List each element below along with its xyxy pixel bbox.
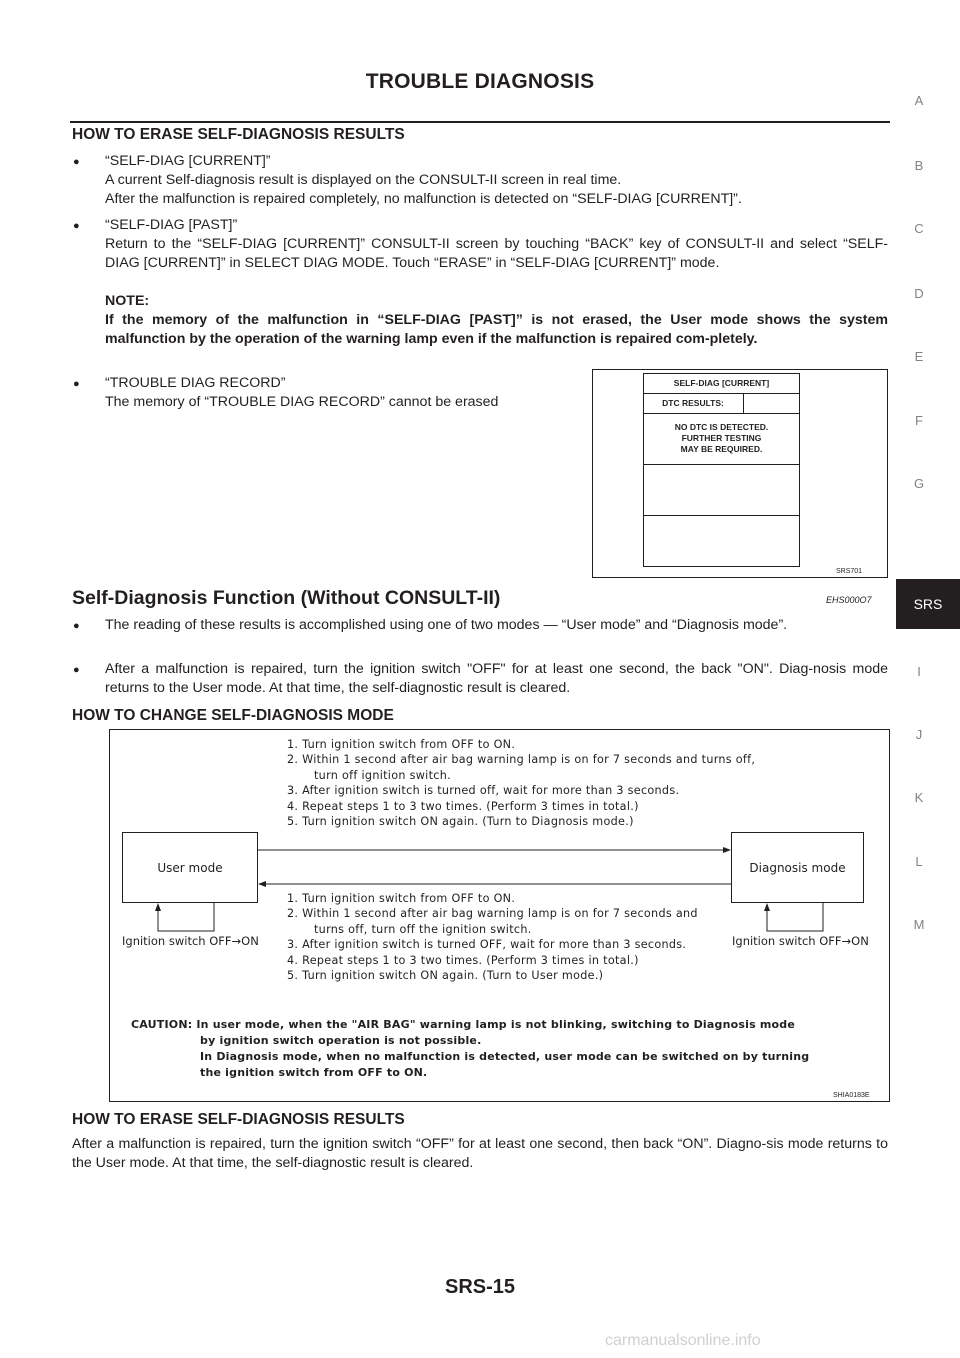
step-line: 2. Within 1 second after air bag warning lamp is on for 7 seconds and turns off,	[287, 753, 756, 767]
page-number: SRS-15	[444, 1276, 516, 1298]
screen-divider	[743, 393, 744, 413]
bullet-title: “SELF-DIAG [PAST]”	[105, 217, 238, 233]
watermark: carmanualsonline.info	[605, 1332, 761, 1349]
screen-divider	[643, 413, 800, 414]
side-tab-e[interactable]: E	[914, 349, 924, 364]
caution-line: by ignition switch operation is not possible.	[200, 1034, 482, 1047]
side-tab-b[interactable]: B	[914, 158, 924, 173]
bullet-text: Return to the “SELF-DIAG [CURRENT]” CONSULT-II screen by touching “BACK” key of CONSULT-II and select “SELF-DIAG [CURRENT]” in SELECT DIAG MODE. Touch “ERASE” in “SELF-DIAG [CURRENT]” mode.	[105, 236, 888, 271]
ignition-label-diagnosis: Ignition switch OFF→ON	[732, 934, 869, 948]
bullet-title: “TROUBLE DIAG RECORD”	[105, 375, 286, 391]
step-line: 5. Turn ignition switch ON again. (Turn to Diagnosis mode.)	[287, 815, 634, 829]
screen-message-line: MAY BE REQUIRED.	[680, 444, 763, 454]
note-label: NOTE:	[105, 293, 150, 309]
caution-line: CAUTION: In user mode, when the "AIR BAG" warning lamp is not blinking, switching to Diagnosis mode	[131, 1018, 796, 1031]
user-mode-label: User mode	[157, 860, 223, 875]
screen-divider	[643, 515, 800, 516]
note-block	[105, 292, 888, 349]
side-tab-f[interactable]: F	[915, 413, 923, 428]
step-line: turns off, turn off the ignition switch.	[314, 922, 532, 936]
arrow-head-icon	[258, 881, 266, 887]
bullet-modes: The reading of these results is accomplished using one of two modes — “User mode” and “Diagnosis mode”.	[105, 617, 788, 633]
bullet-icon: ●	[73, 156, 80, 168]
bullet-title: “SELF-DIAG [CURRENT]”	[105, 153, 271, 169]
step-line: 2. Within 1 second after air bag warning lamp is on for 7 seconds and	[287, 907, 698, 921]
step-line: 4. Repeat steps 1 to 3 two times. (Perform 3 times in total.)	[287, 799, 639, 813]
figure-code: SHIA0183E	[833, 1092, 870, 1099]
bullet-icon: ●	[73, 620, 80, 632]
side-tab-c[interactable]: C	[914, 221, 924, 236]
side-tab-m[interactable]: M	[913, 917, 925, 932]
bullet-self-diag-past	[105, 216, 888, 273]
steps-to-user	[287, 891, 698, 983]
diagnosis-self-loop	[767, 903, 823, 931]
step-line: 3. After ignition switch is turned off, wait for more than 3 seconds.	[287, 784, 680, 798]
steps-to-diagnosis	[287, 737, 755, 829]
note-text: If the memory of the malfunction in “SELF-DIAG [PAST]” is not erased, the User mode shows the system malfunction by the operation of the warning lamp even if the malfunction is repaired com-pletely.	[105, 312, 888, 347]
step-line: 3. After ignition switch is turned OFF, wait for more than 3 seconds.	[287, 938, 687, 952]
screen-divider	[643, 393, 800, 394]
side-tab-l[interactable]: L	[915, 854, 923, 869]
screen-message	[643, 422, 800, 455]
bullet-ignition-reset: After a malfunction is repaired, turn the ignition switch "OFF" for at least one second, the back "ON". Diag-nosis mode returns to the User mode. At that time, the self-diagnostic result is cleared.	[105, 661, 888, 696]
side-tab-j[interactable]: J	[915, 727, 923, 742]
bullet-line: A current Self-diagnosis result is displayed on the CONSULT-II screen in real time.	[105, 172, 622, 188]
step-line: 5. Turn ignition switch ON again. (Turn to User mode.)	[287, 969, 604, 983]
step-line: 4. Repeat steps 1 to 3 two times. (Perform 3 times in total.)	[287, 953, 639, 967]
screen-message-line: FURTHER TESTING	[681, 433, 762, 443]
section-heading-erase-results: HOW TO ERASE SELF-DIAGNOSIS RESULTS	[72, 126, 405, 143]
screen-title: SELF-DIAG [CURRENT]	[673, 378, 770, 388]
step-line: 1. Turn ignition switch from OFF to ON.	[287, 738, 516, 751]
arrow-head-icon	[155, 903, 161, 911]
user-self-loop	[158, 903, 214, 931]
arrow-head-icon	[723, 847, 731, 853]
title-divider	[70, 121, 890, 123]
bullet-line: After the malfunction is repaired completely, no malfunction is detected on “SELF-DIAG [CURRENT]”.	[105, 191, 742, 207]
side-tab-i[interactable]: I	[917, 664, 921, 679]
figure-code: SRS701	[836, 568, 863, 575]
bullet-icon: ●	[73, 378, 80, 390]
side-tab-g[interactable]: G	[913, 476, 925, 491]
step-line: turn off ignition switch.	[314, 768, 451, 782]
caution-line: the ignition switch from OFF to ON.	[200, 1066, 428, 1079]
diagnosis-mode-label: Diagnosis mode	[749, 860, 846, 875]
dtc-results-label: DTC RESULTS:	[662, 398, 724, 408]
page-title: TROUBLE DIAGNOSIS	[365, 70, 595, 93]
bullet-trouble-diag-record	[105, 374, 585, 412]
bullet-icon: ●	[73, 220, 80, 232]
reference-code: EHS000O7	[826, 595, 872, 605]
caution-block	[131, 1017, 809, 1081]
bullet-icon: ●	[73, 664, 80, 676]
bullet-text: The memory of “TROUBLE DIAG RECORD” cannot be erased	[105, 394, 499, 410]
side-tab-srs-active[interactable]: SRS	[896, 579, 960, 629]
section-heading-change-mode: HOW TO CHANGE SELF-DIAGNOSIS MODE	[72, 707, 394, 724]
step-line: 1. Turn ignition switch from OFF to ON.	[287, 892, 516, 905]
side-tab-k[interactable]: K	[914, 790, 924, 805]
screen-divider	[643, 464, 800, 465]
section-heading-self-diagnosis: Self-Diagnosis Function (Without CONSULT-II)	[72, 587, 501, 609]
ignition-label-user: Ignition switch OFF→ON	[122, 934, 259, 948]
side-tab-d[interactable]: D	[914, 286, 924, 301]
caution-line: In Diagnosis mode, when no malfunction is detected, user mode can be switched on by turning	[200, 1050, 810, 1063]
side-tab-a[interactable]: A	[914, 93, 924, 108]
section-heading-erase-results-2: HOW TO ERASE SELF-DIAGNOSIS RESULTS	[72, 1111, 405, 1128]
bullet-self-diag-current	[105, 152, 888, 209]
erase-results-text: After a malfunction is repaired, turn the ignition switch “OFF” for at least one second, then back “ON”. Diagno-sis mode returns to the User mode. At that time, the self-diagnostic result is cleared.	[72, 1136, 888, 1171]
screen-message-line: NO DTC IS DETECTED.	[674, 422, 769, 432]
arrow-head-icon	[764, 903, 770, 911]
